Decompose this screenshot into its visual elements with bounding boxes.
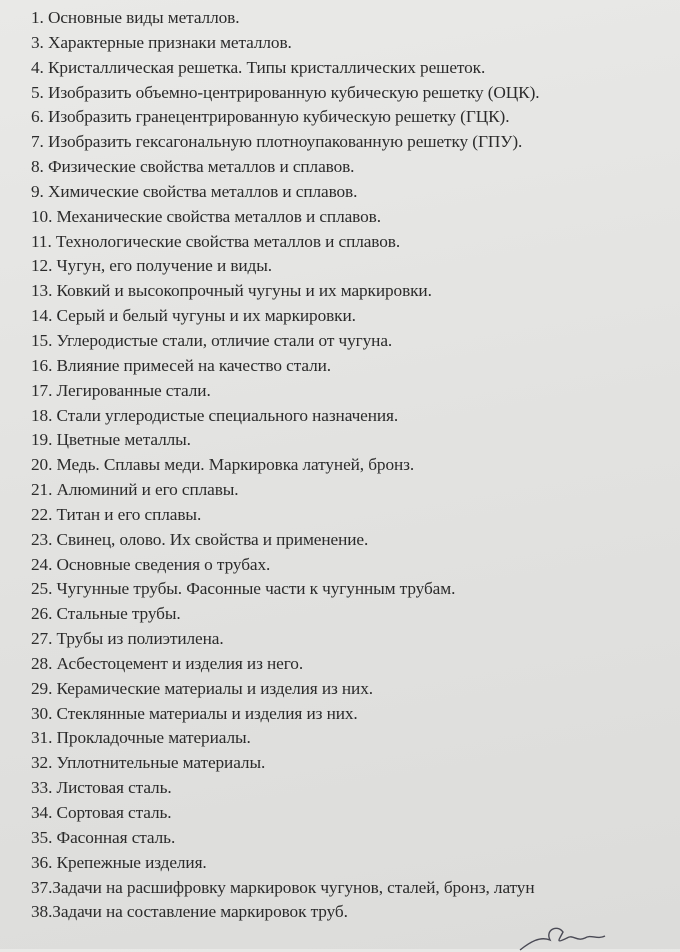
list-item: 26. Стальные трубы. <box>31 604 181 624</box>
list-item: 5. Изобразить объемно-центрированную кубическую решетку (ОЦК). <box>31 82 540 102</box>
list-item: 9. Химические свойства металлов и сплавов. <box>31 181 358 201</box>
list-item: 30. Стеклянные материалы и изделия из них. <box>31 703 358 723</box>
list-item: 13. Ковкий и высокопрочный чугуны и их маркировки. <box>31 281 432 301</box>
list-item: 21. Алюминий и его сплавы. <box>31 480 239 500</box>
list-item: 19. Цветные металлы. <box>31 430 191 450</box>
list-item: 33. Листовая сталь. <box>31 778 172 798</box>
list-item: 17. Легированные стали. <box>31 380 211 400</box>
list-item: 25. Чугунные трубы. Фасонные части к чугунным трубам. <box>31 579 456 599</box>
list-item: 27. Трубы из полиэтилена. <box>31 629 224 649</box>
list-item: 12. Чугун, его получение и виды. <box>31 256 272 276</box>
list-item: 18. Стали углеродистые специального назначения. <box>31 405 399 425</box>
list-item: 35. Фасонная сталь. <box>31 827 176 847</box>
list-item: 1. Основные виды металлов. <box>31 8 240 27</box>
list-item: 38.Задачи на составление маркировок труб. <box>31 902 348 922</box>
list-item: 7. Изобразить гексагональную плотноупакованную решетку (ГПУ). <box>31 132 523 152</box>
list-item: 10. Механические свойства металлов и сплавов. <box>31 206 381 226</box>
list-item: 36. Крепежные изделия. <box>31 852 207 872</box>
list-item: 28. Асбестоцемент и изделия из него. <box>31 653 304 673</box>
handwritten-signature <box>515 922 625 952</box>
list-item: 6. Изобразить гранецентрированную кубическую решетку (ГЦК). <box>31 107 510 127</box>
list-item: 11. Технологические свойства металлов и сплавов. <box>31 231 401 251</box>
list-item: 34. Сортовая сталь. <box>31 803 172 822</box>
list-item: 24. Основные сведения о трубах. <box>31 554 271 574</box>
list-item: 31. Прокладочные материалы. <box>31 728 251 748</box>
list-item: 32. Уплотнительные материалы. <box>31 753 266 773</box>
list-item: 16. Влияние примесей на качество стали. <box>31 355 331 375</box>
list-item: 8. Физические свойства металлов и сплавов. <box>31 157 355 177</box>
list-item: 20. Медь. Сплавы меди. Маркировка латуней, бронз. <box>31 455 415 475</box>
list-item: 37.Задачи на расшифровку маркировок чугунов, сталей, бронз, латун <box>31 877 535 897</box>
list-item: 23. Свинец, олово. Их свойства и применение. <box>31 529 369 549</box>
topics-list <box>31 6 680 925</box>
list-item: 29. Керамические материалы и изделия из них. <box>31 678 373 698</box>
list-item: 22. Титан и его сплавы. <box>31 504 202 524</box>
list-item: 14. Серый и белый чугуны и их маркировки. <box>31 306 356 326</box>
list-item: 15. Углеродистые стали, отличие стали от чугуна. <box>31 330 393 350</box>
list-item: 4. Кристаллическая решетка. Типы кристаллических решеток. <box>31 57 486 77</box>
list-item: 3. Характерные признаки металлов. <box>31 32 292 52</box>
